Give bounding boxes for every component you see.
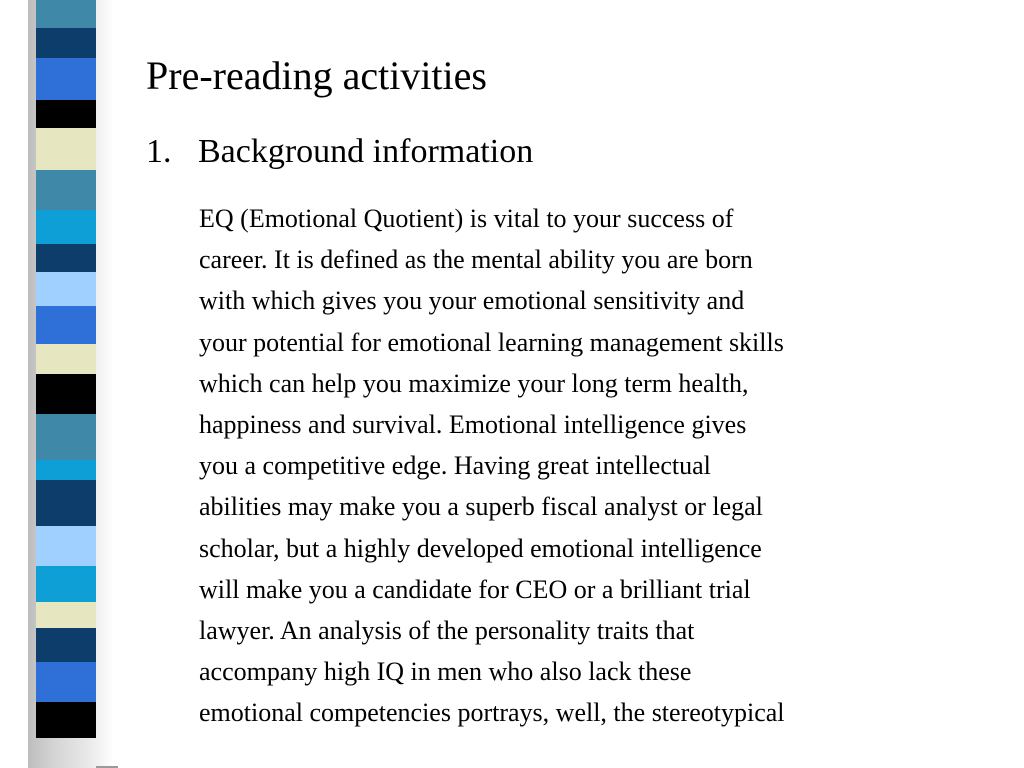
- body-line: happiness and survival. Emotional intelligence gives: [199, 410, 747, 440]
- stripe-block: [36, 28, 96, 58]
- body-line: which can help you maximize your long term health,: [199, 368, 749, 398]
- body-line: your potential for emotional learning management skills: [199, 327, 784, 357]
- slide-title: Pre-reading activities: [146, 53, 487, 98]
- stripe-block: [36, 662, 96, 702]
- stripe-block: [36, 414, 96, 460]
- stripe-block: [36, 58, 96, 100]
- stripe-block: [36, 210, 96, 244]
- body-line: accompany high IQ in men who also lack these: [199, 657, 692, 687]
- stripe-block: [36, 170, 96, 210]
- body-line: lawyer. An analysis of the personality traits that: [199, 616, 695, 646]
- stripe-block: [36, 0, 96, 28]
- body-line: emotional competencies portrays, well, the stereotypical: [199, 698, 785, 728]
- section-heading: [146, 130, 533, 174]
- stripe-block: [36, 628, 96, 662]
- decorative-stripe: [36, 0, 96, 768]
- section-heading-text: Background information: [198, 133, 534, 170]
- stripe-block: [36, 480, 96, 526]
- body-line: you a competitive edge. Having great intellectual: [199, 451, 711, 481]
- stripe-block: [36, 306, 96, 344]
- body-line: career. It is defined as the mental ability you are born: [199, 245, 753, 275]
- stripe-block: [36, 344, 96, 374]
- body-line: with which gives you your emotional sensitivity and: [199, 286, 745, 316]
- body-line: will make you a candidate for CEO or a brilliant trial: [199, 574, 751, 604]
- body-line: abilities may make you a superb fiscal analyst or legal: [199, 492, 763, 522]
- stripe-block: [36, 244, 96, 272]
- stripe-block: [36, 526, 96, 566]
- section-number: 1.: [146, 133, 172, 170]
- body-line: EQ (Emotional Quotient) is vital to your success of: [199, 204, 734, 233]
- stripe-block: [36, 272, 96, 306]
- stripe-block: [36, 374, 96, 414]
- stripe-block: [36, 128, 96, 170]
- body-line: scholar, but a highly developed emotional intelligence: [199, 533, 762, 563]
- stripe-block: [36, 566, 96, 602]
- body-paragraph: [199, 198, 999, 734]
- stripe-block: [36, 702, 96, 738]
- stripe-block: [36, 460, 96, 480]
- stripe-block: [36, 100, 96, 128]
- stripe-block: [36, 602, 96, 628]
